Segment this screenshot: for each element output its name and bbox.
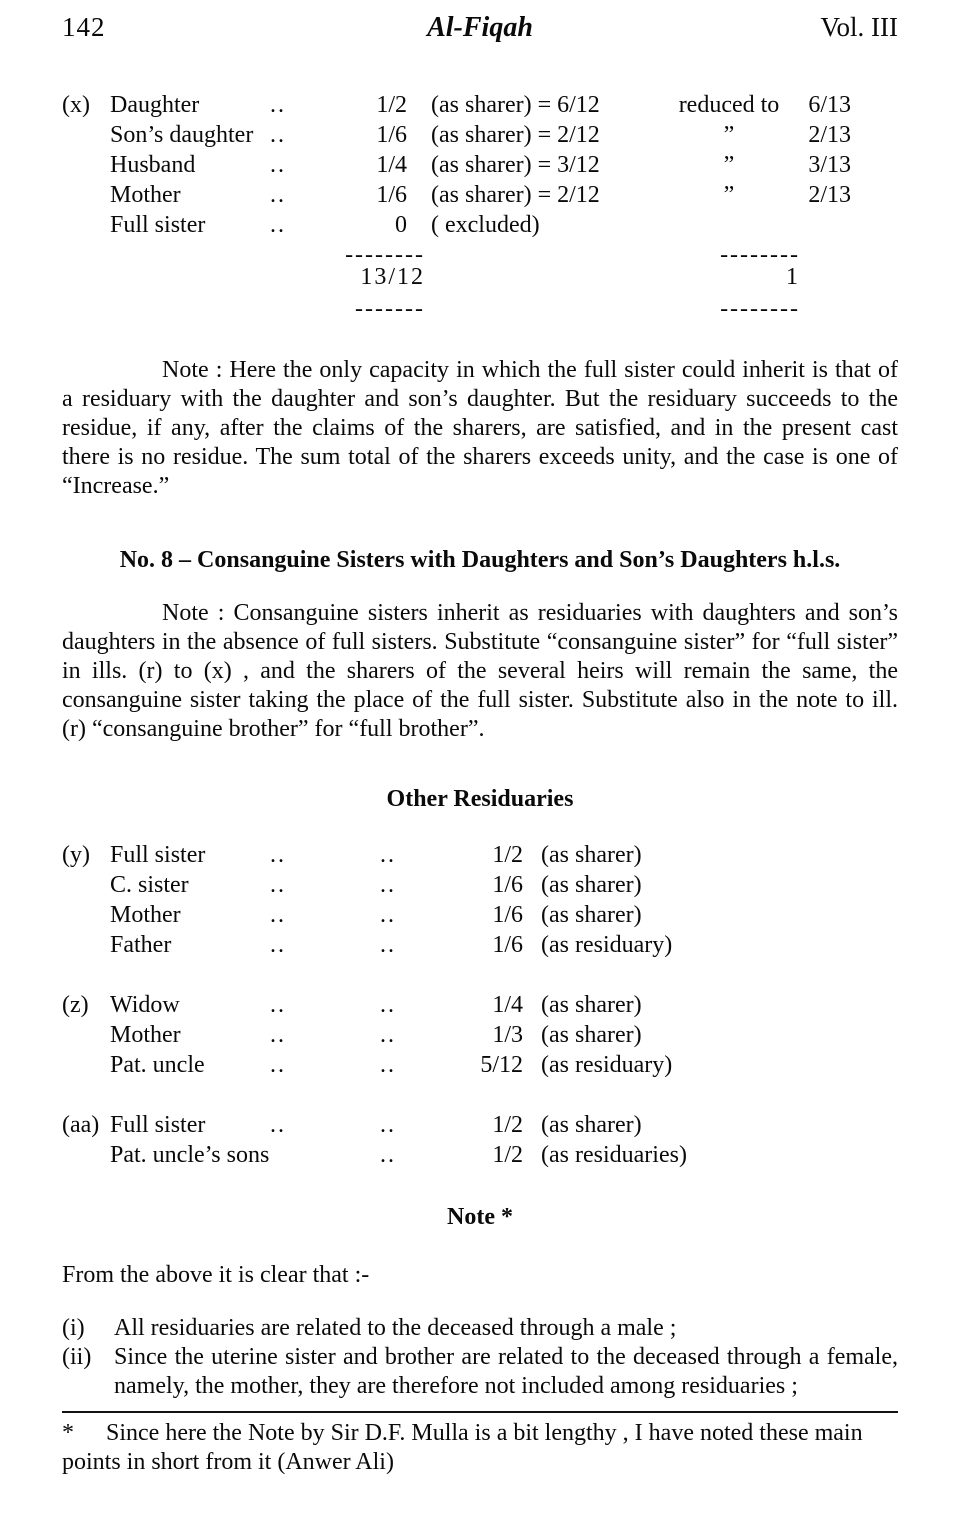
leader-dots: .. [380,1142,396,1168]
ditto-mark: ” [723,182,735,208]
reduced-fraction: 2/13 [808,182,851,208]
reduction-connector: reduced to [678,92,780,118]
heir-name: Daughter [110,92,200,118]
leader-dots: .. [270,902,286,928]
table-row [62,212,898,242]
intro-line: From the above it is clear that :- [62,1262,370,1288]
list-item [62,1314,898,1343]
leader-dots: .. [380,1112,396,1138]
total-unity: 1 [786,264,800,290]
page-number: 142 [62,12,106,42]
dash-separator-bottom [62,296,898,322]
share-role: (as sharer) [541,842,642,868]
heading-other-residuaries: Other Residuaries [386,786,574,812]
share-fraction: 1/6 [492,902,523,928]
footnote [62,1419,898,1477]
table-row [62,1142,898,1172]
points-list [62,1314,898,1401]
leader-dots: .. [380,902,396,928]
leader-dots: .. [270,932,286,958]
list-text: All residuaries are related to the deceased through a male ; [114,1315,677,1341]
share-fraction: 1/2 [376,92,407,118]
dash-left: -------- [345,242,425,268]
illustration-group-z [62,992,898,1082]
footnote-rule [62,1411,898,1413]
table-row [62,992,898,1022]
share-fraction: 1/6 [376,122,407,148]
ditto-mark: ” [723,122,735,148]
inheritance-table-x [62,92,898,322]
illustration-group-y [62,842,898,962]
heir-name: Full sister [110,212,206,238]
dash-left: ------- [355,296,425,322]
table-row [62,902,898,932]
footnote-text: Since here the Note by Sir D.F. Mulla is a bit lengthy , I have noted these main points in short from it (Anwer Ali) [62,1420,863,1475]
share-fraction: 1/6 [376,182,407,208]
heir-name: Full sister [110,1112,206,1138]
row-prefix: (y) [62,842,90,868]
list-marker: (ii) [62,1344,92,1370]
leader-dots: .. [270,842,286,868]
table-row [62,842,898,872]
leader-dots: .. [380,1052,396,1078]
leader-dots: .. [380,872,396,898]
dash-right: -------- [720,296,800,322]
heir-name: Widow [110,992,180,1018]
heir-name: C. sister [110,872,189,898]
list-item [62,1343,898,1401]
table-row [62,872,898,902]
volume-label: Vol. III [820,12,898,42]
leader-dots: .. [270,122,286,148]
share-role: (as sharer) [541,1022,642,1048]
table-row [62,1022,898,1052]
total-sum: 13/12 [360,264,425,290]
reduced-fraction: 3/13 [808,152,851,178]
share-fraction: 1/2 [492,842,523,868]
share-fraction: 1/2 [492,1112,523,1138]
heading-note-star: Note * [447,1204,513,1230]
leader-dots: .. [270,1112,286,1138]
share-role: (as sharer) = 6/12 [431,92,600,118]
share-role: (as residuaries) [541,1142,687,1168]
dash-separator-top [62,242,898,268]
heir-name: Mother [110,1022,181,1048]
share-role: (as sharer) [541,872,642,898]
reduced-fraction: 6/13 [808,92,851,118]
row-prefix: (aa) [62,1112,100,1138]
share-role: (as sharer) [541,992,642,1018]
heir-name: Full sister [110,842,206,868]
share-fraction: 1/6 [492,872,523,898]
page-header [62,12,898,54]
share-fraction: 0 [395,212,407,238]
illustration-group-aa [62,1112,898,1172]
leader-dots: .. [380,1022,396,1048]
note-increase-paragraph: Note : Here the only capacity in which the full sister could inherit is that of a residuary with the daughter and son’s daughter. But the residuary succeeds to the residue, if any, after the claims of the sharers, are satisfied, and in the present cast there is no residue. The sum total of the sharers exceeds unity, and the case is one of “Increase.” [62,357,898,499]
share-role: (as residuary) [541,1052,673,1078]
leader-dots: .. [270,212,286,238]
table-row [62,92,898,122]
table-row [62,1052,898,1082]
book-title: Al-Fiqah [427,12,533,43]
leader-dots: .. [270,872,286,898]
share-fraction: 1/3 [492,1022,523,1048]
heir-name: Mother [110,902,181,928]
row-prefix: (x) [62,92,90,118]
leader-dots: .. [270,992,286,1018]
share-role: (as sharer) = 3/12 [431,152,600,178]
table-row [62,1112,898,1142]
heir-name: Husband [110,152,196,178]
dash-right: -------- [720,242,800,268]
reduced-fraction: 2/13 [808,122,851,148]
heir-name: Pat. uncle’s sons [110,1142,270,1168]
table-row [62,152,898,182]
totals-row [62,264,898,296]
share-role: (as sharer) [541,1112,642,1138]
footnote-marker: * [62,1420,74,1446]
heir-name: Son’s daughter [110,122,254,148]
list-marker: (i) [62,1315,85,1341]
note-consanguine-paragraph: Note : Consanguine sisters inherit as residuaries with daughters and son’s daughters in the absence of full sisters. Substitute “consanguine sister” for “full sister” in ills. (r) to (x) , and the sharers of the several heirs will remain the same, the consanguine sister taking the place of the full sister. Substitute also in the note to ill. (r) “consanguine brother” for “full brother”. [62,600,898,742]
table-row [62,932,898,962]
leader-dots: .. [380,932,396,958]
leader-dots: .. [380,842,396,868]
other-residuaries-table [62,842,898,1172]
ditto-mark: ” [723,152,735,178]
share-fraction: 1/4 [492,992,523,1018]
leader-dots: .. [380,992,396,1018]
share-fraction: 1/6 [492,932,523,958]
share-role: (as sharer) = 2/12 [431,182,600,208]
list-text: Since the uterine sister and brother are related to the deceased through a female, namely, the mother, they are therefore not included among residuaries ; [114,1344,898,1399]
leader-dots: .. [270,1052,286,1078]
share-role: (as sharer) = 2/12 [431,122,600,148]
heir-name: Pat. uncle [110,1052,205,1078]
share-role: (as sharer) [541,902,642,928]
leader-dots: .. [270,152,286,178]
share-fraction: 5/12 [480,1052,523,1078]
leader-dots: .. [270,92,286,118]
share-fraction: 1/2 [492,1142,523,1168]
heir-name: Father [110,932,172,958]
share-role: (as residuary) [541,932,673,958]
leader-dots: .. [270,182,286,208]
heir-name: Mother [110,182,181,208]
leader-dots: .. [270,1022,286,1048]
section-heading-no8: No. 8 – Consanguine Sisters with Daughters and Son’s Daughters h.l.s. [119,547,841,573]
share-fraction: 1/4 [376,152,407,178]
row-prefix: (z) [62,992,89,1018]
table-row [62,182,898,212]
exclusion-note: ( excluded) [431,212,540,238]
table-row [62,122,898,152]
